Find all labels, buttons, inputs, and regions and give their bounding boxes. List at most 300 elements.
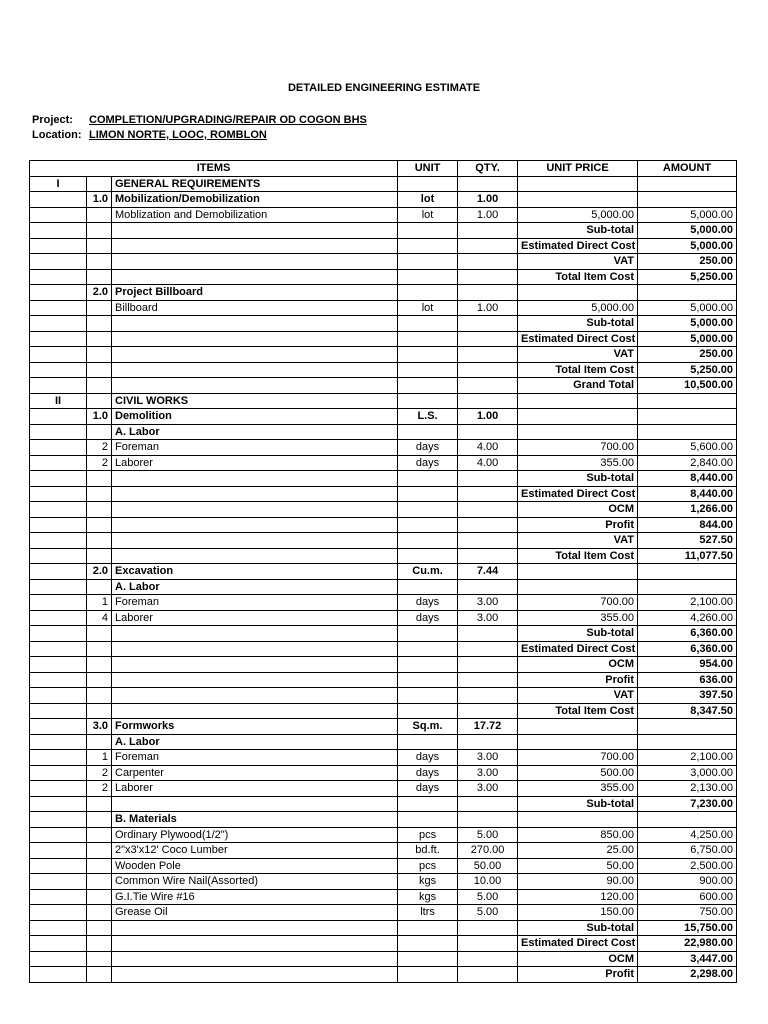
table-row: [30, 905, 737, 921]
amount-cell: [638, 176, 737, 192]
description-cell: A. Labor: [112, 424, 398, 440]
quantity-cell: [458, 176, 518, 192]
section-numeral-cell: [30, 626, 87, 642]
unit-cell: days: [398, 750, 458, 766]
amount-cell: 5,250.00: [638, 269, 737, 285]
table-row: [30, 471, 737, 487]
amount-cell: 5,000.00: [638, 300, 737, 316]
section-numeral-cell: [30, 951, 87, 967]
amount-cell: [638, 285, 737, 301]
item-number-cell: 1: [87, 595, 112, 611]
item-number-cell: [87, 889, 112, 905]
unit-cell: [398, 951, 458, 967]
item-number-cell: [87, 812, 112, 828]
description-cell: [112, 533, 398, 549]
unit-price-cell: Estimated Direct Cost: [518, 238, 638, 254]
section-numeral-cell: I: [30, 176, 87, 192]
item-number-cell: [87, 874, 112, 890]
table-row: [30, 502, 737, 518]
unit-cell: [398, 641, 458, 657]
unit-price-cell: 50.00: [518, 858, 638, 874]
section-numeral-cell: [30, 409, 87, 425]
amount-cell: 2,298.00: [638, 967, 737, 983]
quantity-cell: [458, 951, 518, 967]
quantity-cell: 3.00: [458, 765, 518, 781]
unit-cell: [398, 285, 458, 301]
amount-cell: 5,250.00: [638, 362, 737, 378]
section-numeral-cell: [30, 300, 87, 316]
table-row: [30, 734, 737, 750]
description-cell: Foreman: [112, 750, 398, 766]
item-number-cell: [87, 207, 112, 223]
table-row: [30, 610, 737, 626]
table-row: [30, 657, 737, 673]
description-cell: [112, 657, 398, 673]
amount-cell: 250.00: [638, 347, 737, 363]
quantity-cell: 1.00: [458, 192, 518, 208]
item-number-cell: [87, 827, 112, 843]
section-numeral-cell: [30, 688, 87, 704]
table-row: [30, 579, 737, 595]
section-numeral-cell: [30, 874, 87, 890]
unit-price-cell: 150.00: [518, 905, 638, 921]
unit-cell: [398, 533, 458, 549]
unit-cell: [398, 672, 458, 688]
amount-cell: [638, 564, 737, 580]
amount-cell: 5,000.00: [638, 331, 737, 347]
amount-cell: 2,130.00: [638, 781, 737, 797]
item-number-cell: [87, 393, 112, 409]
description-cell: Moblization and Demobilization: [112, 207, 398, 223]
description-cell: Mobilization/Demobilization: [112, 192, 398, 208]
unit-cell: [398, 626, 458, 642]
table-row: [30, 796, 737, 812]
item-number-cell: 3.0: [87, 719, 112, 735]
table-row: [30, 641, 737, 657]
table-row: [30, 269, 737, 285]
table-row: [30, 517, 737, 533]
description-cell: [112, 672, 398, 688]
quantity-cell: [458, 796, 518, 812]
description-cell: [112, 920, 398, 936]
unit-cell: [398, 579, 458, 595]
table-row: [30, 176, 737, 192]
location-value: LIMON NORTE, LOOC, ROMBLON: [89, 129, 267, 141]
unit-cell: days: [398, 440, 458, 456]
description-cell: [112, 967, 398, 983]
quantity-cell: [458, 626, 518, 642]
amount-cell: 600.00: [638, 889, 737, 905]
amount-cell: 5,000.00: [638, 223, 737, 239]
header-amount: AMOUNT: [638, 161, 737, 177]
item-number-cell: [87, 331, 112, 347]
table-row: [30, 874, 737, 890]
quantity-cell: 3.00: [458, 610, 518, 626]
unit-cell: [398, 812, 458, 828]
description-cell: GENERAL REQUIREMENTS: [112, 176, 398, 192]
quantity-cell: 4.00: [458, 455, 518, 471]
unit-cell: [398, 269, 458, 285]
section-numeral-cell: [30, 920, 87, 936]
unit-price-cell: [518, 285, 638, 301]
section-numeral-cell: [30, 750, 87, 766]
quantity-cell: [458, 362, 518, 378]
unit-price-cell: 355.00: [518, 610, 638, 626]
unit-price-cell: Sub-total: [518, 920, 638, 936]
table-row: [30, 688, 737, 704]
unit-cell: [398, 517, 458, 533]
amount-cell: [638, 812, 737, 828]
description-cell: [112, 502, 398, 518]
section-numeral-cell: [30, 455, 87, 471]
unit-cell: [398, 254, 458, 270]
description-cell: [112, 796, 398, 812]
description-cell: Grease Oil: [112, 905, 398, 921]
amount-cell: 900.00: [638, 874, 737, 890]
item-number-cell: 1: [87, 750, 112, 766]
description-cell: [112, 641, 398, 657]
section-numeral-cell: [30, 610, 87, 626]
unit-price-cell: Estimated Direct Cost: [518, 641, 638, 657]
amount-cell: [638, 424, 737, 440]
table-body: [30, 176, 737, 982]
quantity-cell: 3.00: [458, 781, 518, 797]
item-number-cell: [87, 269, 112, 285]
section-numeral-cell: [30, 781, 87, 797]
quantity-cell: 50.00: [458, 858, 518, 874]
quantity-cell: [458, 471, 518, 487]
description-cell: [112, 703, 398, 719]
unit-price-cell: Total Item Cost: [518, 548, 638, 564]
table-row: [30, 936, 737, 952]
unit-price-cell: OCM: [518, 502, 638, 518]
unit-cell: [398, 471, 458, 487]
quantity-cell: 270.00: [458, 843, 518, 859]
section-numeral-cell: [30, 502, 87, 518]
amount-cell: 6,750.00: [638, 843, 737, 859]
section-numeral-cell: [30, 254, 87, 270]
unit-cell: [398, 176, 458, 192]
unit-price-cell: VAT: [518, 533, 638, 549]
amount-cell: 8,440.00: [638, 486, 737, 502]
unit-cell: days: [398, 610, 458, 626]
table-row: [30, 812, 737, 828]
amount-cell: 2,100.00: [638, 595, 737, 611]
quantity-cell: [458, 688, 518, 704]
quantity-cell: 4.00: [458, 440, 518, 456]
quantity-cell: [458, 812, 518, 828]
amount-cell: 8,440.00: [638, 471, 737, 487]
table-row: [30, 331, 737, 347]
quantity-cell: [458, 502, 518, 518]
quantity-cell: [458, 223, 518, 239]
description-cell: [112, 936, 398, 952]
quantity-cell: 3.00: [458, 595, 518, 611]
project-line: [32, 114, 367, 126]
quantity-cell: [458, 533, 518, 549]
description-cell: Carpenter: [112, 765, 398, 781]
quantity-cell: [458, 486, 518, 502]
section-numeral-cell: [30, 703, 87, 719]
location-line: [32, 129, 267, 141]
quantity-cell: 5.00: [458, 889, 518, 905]
section-numeral-cell: [30, 362, 87, 378]
unit-price-cell: Profit: [518, 517, 638, 533]
unit-price-cell: Total Item Cost: [518, 269, 638, 285]
amount-cell: 5,000.00: [638, 316, 737, 332]
description-cell: Foreman: [112, 595, 398, 611]
section-numeral-cell: [30, 843, 87, 859]
section-numeral-cell: [30, 207, 87, 223]
item-number-cell: [87, 362, 112, 378]
unit-cell: [398, 657, 458, 673]
item-number-cell: [87, 471, 112, 487]
item-number-cell: [87, 316, 112, 332]
unit-cell: lot: [398, 300, 458, 316]
amount-cell: 750.00: [638, 905, 737, 921]
section-numeral-cell: [30, 331, 87, 347]
unit-price-cell: OCM: [518, 951, 638, 967]
description-cell: Laborer: [112, 455, 398, 471]
quantity-cell: 10.00: [458, 874, 518, 890]
section-numeral-cell: [30, 223, 87, 239]
quantity-cell: [458, 238, 518, 254]
description-cell: [112, 626, 398, 642]
section-numeral-cell: [30, 347, 87, 363]
table-row: [30, 858, 737, 874]
quantity-cell: [458, 269, 518, 285]
quantity-cell: [458, 254, 518, 270]
description-cell: B. Materials: [112, 812, 398, 828]
amount-cell: [638, 393, 737, 409]
description-cell: [112, 517, 398, 533]
description-cell: Laborer: [112, 610, 398, 626]
item-number-cell: [87, 502, 112, 518]
unit-price-cell: [518, 393, 638, 409]
unit-cell: [398, 734, 458, 750]
unit-price-cell: Sub-total: [518, 223, 638, 239]
table-header-row: [30, 161, 737, 177]
description-cell: Wooden Pole: [112, 858, 398, 874]
unit-price-cell: [518, 734, 638, 750]
unit-price-cell: 500.00: [518, 765, 638, 781]
table-row: [30, 455, 737, 471]
section-numeral-cell: [30, 192, 87, 208]
unit-cell: [398, 548, 458, 564]
description-cell: Laborer: [112, 781, 398, 797]
item-number-cell: [87, 486, 112, 502]
quantity-cell: [458, 641, 518, 657]
unit-price-cell: 25.00: [518, 843, 638, 859]
unit-price-cell: 120.00: [518, 889, 638, 905]
amount-cell: 22,980.00: [638, 936, 737, 952]
description-cell: Foreman: [112, 440, 398, 456]
unit-cell: [398, 486, 458, 502]
header-unit-price: UNIT PRICE: [518, 161, 638, 177]
quantity-cell: [458, 936, 518, 952]
unit-cell: kgs: [398, 889, 458, 905]
description-cell: A. Labor: [112, 734, 398, 750]
table-row: [30, 843, 737, 859]
amount-cell: 7,230.00: [638, 796, 737, 812]
item-number-cell: [87, 517, 112, 533]
description-cell: A. Labor: [112, 579, 398, 595]
unit-price-cell: VAT: [518, 347, 638, 363]
table-row: [30, 254, 737, 270]
amount-cell: [638, 409, 737, 425]
quantity-cell: [458, 920, 518, 936]
quantity-cell: 1.00: [458, 409, 518, 425]
quantity-cell: [458, 347, 518, 363]
amount-cell: [638, 192, 737, 208]
description-cell: Billboard: [112, 300, 398, 316]
item-number-cell: [87, 967, 112, 983]
section-numeral-cell: [30, 796, 87, 812]
section-numeral-cell: [30, 579, 87, 595]
table-row: [30, 967, 737, 983]
amount-cell: 250.00: [638, 254, 737, 270]
unit-cell: [398, 920, 458, 936]
amount-cell: 4,250.00: [638, 827, 737, 843]
unit-price-cell: Estimated Direct Cost: [518, 486, 638, 502]
section-numeral-cell: [30, 238, 87, 254]
table-row: [30, 765, 737, 781]
description-cell: [112, 362, 398, 378]
table-row: [30, 207, 737, 223]
amount-cell: 397.50: [638, 688, 737, 704]
item-number-cell: [87, 424, 112, 440]
item-number-cell: [87, 703, 112, 719]
unit-price-cell: [518, 719, 638, 735]
quantity-cell: 1.00: [458, 300, 518, 316]
item-number-cell: 2: [87, 440, 112, 456]
item-number-cell: [87, 579, 112, 595]
unit-cell: [398, 316, 458, 332]
table-row: [30, 827, 737, 843]
item-number-cell: [87, 626, 112, 642]
amount-cell: 5,000.00: [638, 207, 737, 223]
table-row: [30, 347, 737, 363]
unit-cell: [398, 502, 458, 518]
unit-price-cell: 5,000.00: [518, 300, 638, 316]
unit-price-cell: Sub-total: [518, 316, 638, 332]
unit-price-cell: Profit: [518, 967, 638, 983]
unit-price-cell: Estimated Direct Cost: [518, 331, 638, 347]
table-row: [30, 889, 737, 905]
table-row: [30, 703, 737, 719]
amount-cell: 636.00: [638, 672, 737, 688]
unit-price-cell: [518, 564, 638, 580]
amount-cell: 2,500.00: [638, 858, 737, 874]
table-row: [30, 223, 737, 239]
amount-cell: 5,000.00: [638, 238, 737, 254]
unit-cell: pcs: [398, 858, 458, 874]
description-cell: [112, 238, 398, 254]
unit-price-cell: 700.00: [518, 440, 638, 456]
unit-cell: [398, 967, 458, 983]
unit-cell: [398, 424, 458, 440]
quantity-cell: 3.00: [458, 750, 518, 766]
section-numeral-cell: [30, 657, 87, 673]
section-numeral-cell: [30, 765, 87, 781]
item-number-cell: [87, 905, 112, 921]
description-cell: [112, 471, 398, 487]
unit-price-cell: 700.00: [518, 750, 638, 766]
table-row: [30, 595, 737, 611]
quantity-cell: [458, 331, 518, 347]
table-row: [30, 393, 737, 409]
section-numeral-cell: [30, 533, 87, 549]
section-numeral-cell: [30, 378, 87, 394]
description-cell: [112, 951, 398, 967]
unit-cell: L.S.: [398, 409, 458, 425]
section-numeral-cell: II: [30, 393, 87, 409]
unit-price-cell: 90.00: [518, 874, 638, 890]
item-number-cell: [87, 657, 112, 673]
table-row: [30, 548, 737, 564]
table-row: [30, 192, 737, 208]
unit-cell: ltrs: [398, 905, 458, 921]
quantity-cell: [458, 657, 518, 673]
unit-price-cell: Sub-total: [518, 626, 638, 642]
table-row: [30, 750, 737, 766]
table-row: [30, 533, 737, 549]
description-cell: [112, 688, 398, 704]
table-row: [30, 626, 737, 642]
unit-cell: days: [398, 595, 458, 611]
quantity-cell: 17.72: [458, 719, 518, 735]
table-row: [30, 409, 737, 425]
description-cell: [112, 486, 398, 502]
item-number-cell: 2.0: [87, 285, 112, 301]
section-numeral-cell: [30, 812, 87, 828]
item-number-cell: 1.0: [87, 192, 112, 208]
unit-cell: bd.ft.: [398, 843, 458, 859]
item-number-cell: 2: [87, 765, 112, 781]
quantity-cell: [458, 548, 518, 564]
item-number-cell: [87, 672, 112, 688]
unit-price-cell: Total Item Cost: [518, 703, 638, 719]
item-number-cell: [87, 641, 112, 657]
quantity-cell: [458, 378, 518, 394]
section-numeral-cell: [30, 269, 87, 285]
project-value: COMPLETION/UPGRADING/REPAIR OD COGON BHS: [89, 114, 367, 126]
section-numeral-cell: [30, 858, 87, 874]
table-row: [30, 424, 737, 440]
amount-cell: 6,360.00: [638, 641, 737, 657]
description-cell: [112, 331, 398, 347]
section-numeral-cell: [30, 905, 87, 921]
amount-cell: [638, 579, 737, 595]
description-cell: [112, 269, 398, 285]
section-numeral-cell: [30, 889, 87, 905]
unit-price-cell: 5,000.00: [518, 207, 638, 223]
table-row: [30, 951, 737, 967]
section-numeral-cell: [30, 548, 87, 564]
item-number-cell: [87, 734, 112, 750]
item-number-cell: 2: [87, 781, 112, 797]
amount-cell: 2,840.00: [638, 455, 737, 471]
description-cell: [112, 254, 398, 270]
section-numeral-cell: [30, 672, 87, 688]
unit-cell: [398, 796, 458, 812]
unit-price-cell: 850.00: [518, 827, 638, 843]
description-cell: Common Wire Nail(Assorted): [112, 874, 398, 890]
unit-price-cell: Sub-total: [518, 471, 638, 487]
unit-cell: [398, 393, 458, 409]
unit-cell: lot: [398, 207, 458, 223]
section-numeral-cell: [30, 967, 87, 983]
